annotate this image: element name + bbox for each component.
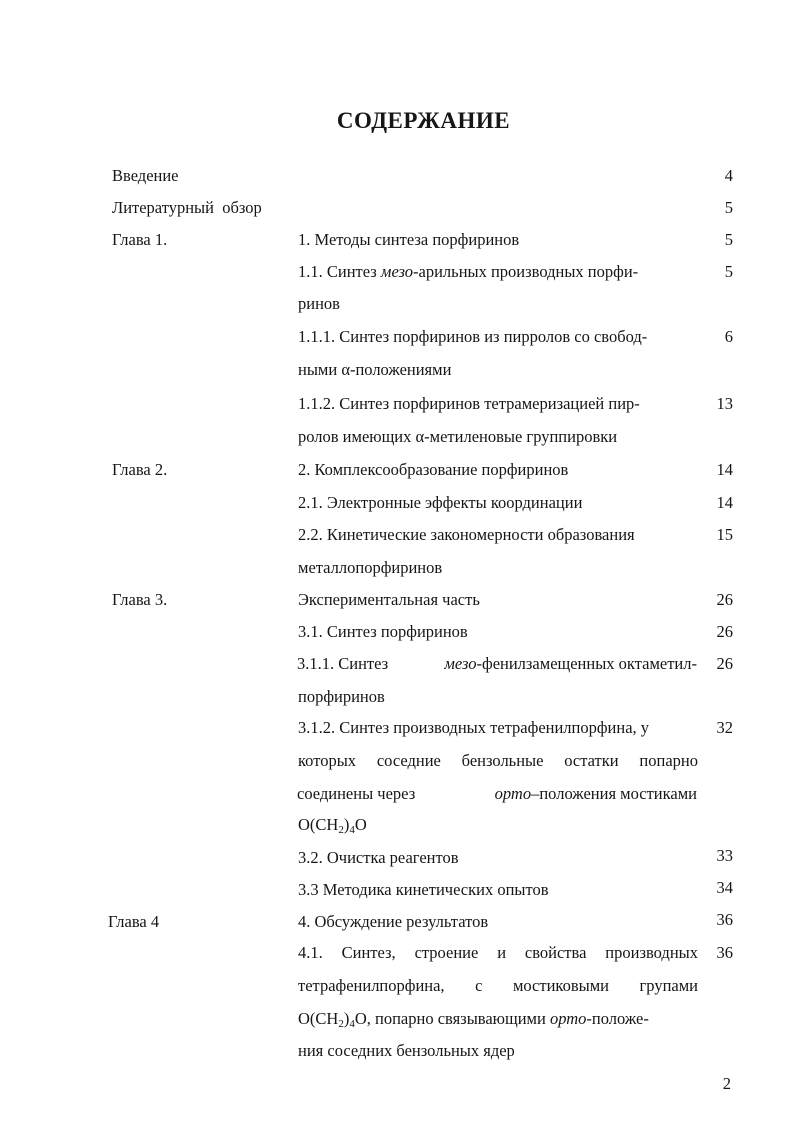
toc-s3-1: 3.1. Синтез порфиринов [298, 622, 468, 641]
toc-label-lit: Литературный обзор [112, 198, 262, 217]
toc-page-s3-3: 34 [716, 878, 733, 897]
toc-s3-1-2-line3: соединены через орто–положения мостиками [297, 784, 697, 803]
toc-label-intro: Введение [112, 166, 179, 185]
page-number: 2 [722, 1074, 731, 1093]
toc-page-s4-1: 36 [716, 943, 733, 962]
toc-s3-1-2-line2: которых соседние бензольные остатки попарно [298, 751, 698, 770]
toc-chapter-1: Глава 1. [112, 230, 168, 249]
toc-s2-2-line2: металлопорфиринов [298, 558, 443, 577]
toc-title-ch4: 4. Обсуждение результатов [298, 912, 489, 931]
toc-page-ch2: 14 [716, 460, 733, 479]
toc-page-ch3: 26 [716, 590, 733, 609]
toc-page-s3-1-1: 26 [716, 654, 733, 673]
toc-page-ch1: 5 [724, 230, 733, 249]
toc-s1-1-1-line2: ными α-положениями [298, 360, 452, 379]
toc-s3-3: 3.3 Методика кинетических опытов [298, 880, 549, 899]
toc-chapter-4: Глава 4 [108, 912, 160, 931]
toc-s2-1: 2.1. Электронные эффекты координации [298, 493, 583, 512]
toc-page-s2-1: 14 [716, 493, 733, 512]
toc-page-lit: 5 [724, 198, 733, 217]
toc-s4-1-line2: тетрафенилпорфина, с мостиковыми групами [298, 976, 698, 995]
toc-title-ch1: 1. Методы синтеза порфиринов [298, 230, 520, 249]
toc-s4-1-line1: 4.1. Синтез, строение и свойства производных [298, 943, 698, 962]
toc-s1-1-line2: ринов [298, 294, 340, 313]
toc-title-ch3: Экспериментальная часть [298, 590, 480, 609]
toc-s4-1-line3: $O(CH_2)_4O$, попарно связывающими орто-положе- [298, 1009, 649, 1030]
toc-page-s3-1: 26 [716, 622, 733, 641]
toc-chapter-2: Глава 2. [112, 460, 168, 479]
toc-page-s1-1-1: 6 [724, 327, 733, 346]
toc-page-ch4: 36 [716, 910, 733, 929]
toc-s3-1-2-line1: 3.1.2. Синтез производных тетрафенилпорфина, у [298, 718, 650, 737]
toc-s3-2: 3.2. Очистка реагентов [298, 848, 459, 867]
toc-s1-1-2-line2: ролов имеющих α-метиленовые группировки [298, 427, 618, 446]
toc-s4-1-line4: ния соседних бензольных ядер [298, 1041, 515, 1060]
toc-page-s3-1-2: 32 [716, 718, 733, 737]
page-title: СОДЕРЖАНИЕ [336, 108, 511, 133]
toc-s1-1-1-line1: 1.1.1. Синтез порфиринов из пирролов со свобод- [298, 327, 648, 346]
toc-s1-1-line1: 1.1. Синтез мезо-арильных производных порфи- [298, 262, 639, 281]
toc-s1-1-2-line1: 1.1.2. Синтез порфиринов тетрамеризацией пир- [298, 394, 640, 413]
toc-page-s3-2: 33 [716, 846, 733, 865]
toc-page-s2-2: 15 [716, 525, 733, 544]
toc-s3-1-2-line4: $O(CH_2)_4O$ [298, 815, 367, 836]
toc-title-ch2: 2. Комплексообразование порфиринов [298, 460, 569, 479]
toc-s3-1-1-line2: порфиринов [298, 687, 385, 706]
toc-page-s1-1: 5 [724, 262, 733, 281]
toc-s3-1-1-line1: 3.1.1. Синтез мезо-фенилзамещенных октаметил- [297, 654, 697, 673]
toc-chapter-3: Глава 3. [112, 590, 168, 609]
toc-s2-2-line1: 2.2. Кинетические закономерности образования [298, 525, 635, 544]
toc-page-s1-1-2: 13 [716, 394, 733, 413]
toc-page-intro: 4 [724, 166, 733, 185]
